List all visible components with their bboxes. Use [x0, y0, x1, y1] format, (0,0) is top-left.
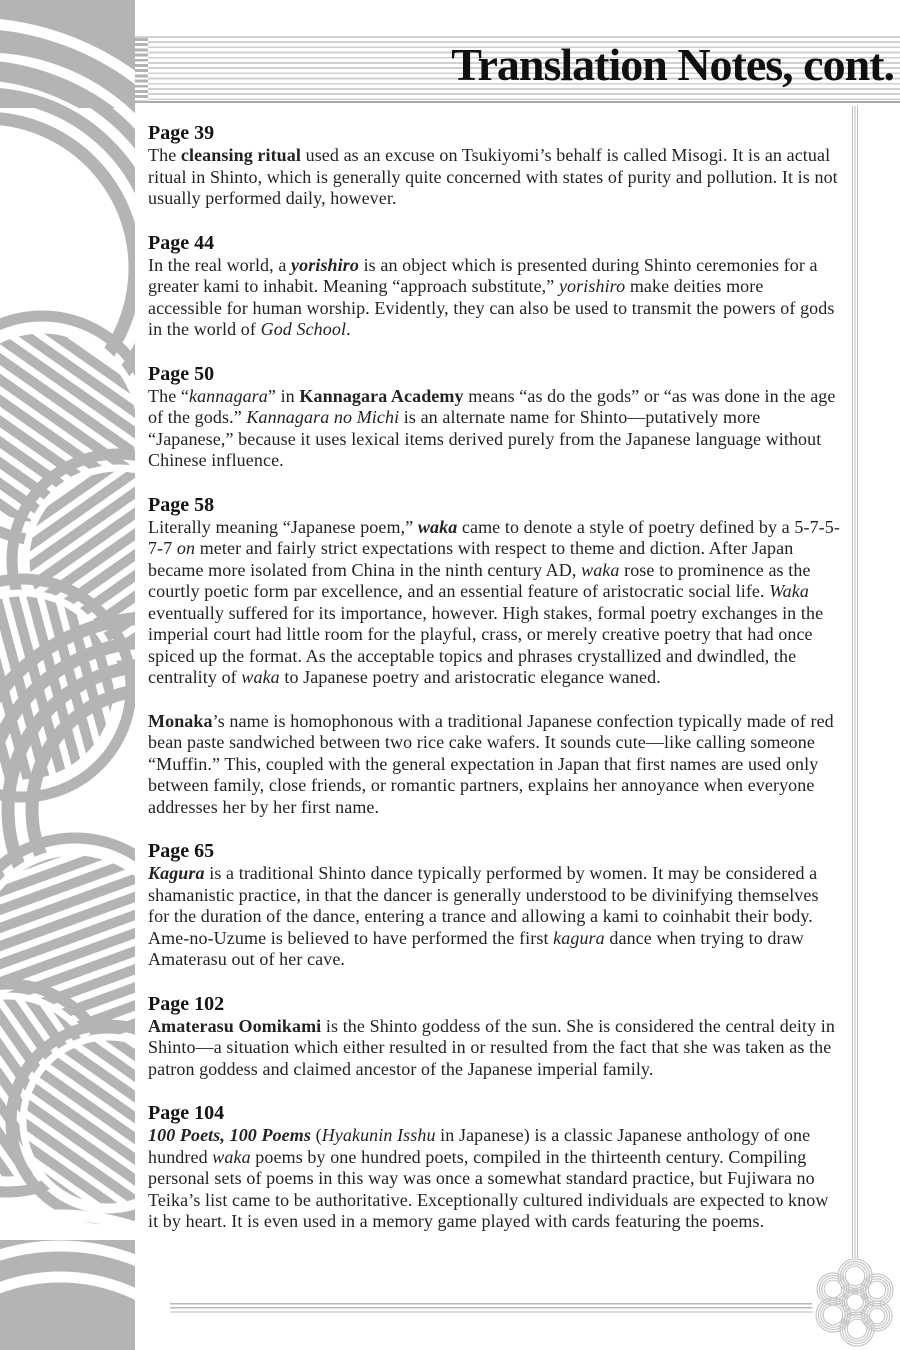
- note-section-page-104: [148, 1102, 842, 1233]
- note-section-page-65: [148, 840, 842, 971]
- section-paragraph: The “kannagara” in Kannagara Academy means “as do the gods” or “as was done in the age of the gods.” Kannagara no Michi is an alternate name for Shinto—putatively more “Japanese,” because it uses lexical items derived purely from the Japanese language without Chinese influence.: [148, 385, 836, 470]
- section-paragraph: Literally meaning “Japanese poem,” waka came to denote a style of poetry defined by a 5-7-5-7-7 on meter and fairly strict expectations with respect to theme and diction. After Japan became more isolated from China in the ninth century AD, waka rose to prominence as the courtly poetic form par excellence, and an essential feature of aristocratic social life. Waka eventually suffered for its importance, however. High stakes, formal poetry exchanges in the imperial court had little room for the playful, crass, or merely creative poetry that had once spiced up the format. As the acceptable topics and phrases crystallized and dwindled, the centrality of waka to Japanese poetry and aristocratic elegance waned.: [148, 516, 840, 687]
- section-paragraph: Monaka’s name is homophonous with a traditional Japanese confection typically made of red bean paste sandwiched between two rice cake wafers. It sounds cute—like calling someone “Muffin.” This, coupled with the general expectation in Japan that first names are used only between family, close friends, or romantic partners, explains her annoyance when everyone addresses her by her first name.: [148, 710, 834, 817]
- right-vertical-rule: [852, 106, 858, 1258]
- section-heading: Page 104: [148, 1102, 225, 1124]
- page-title: Translation Notes, cont.: [451, 39, 894, 90]
- section-heading: Page 102: [148, 992, 225, 1015]
- section-paragraph: Amaterasu Oomikami is the Shinto goddess of the sun. She is considered the central deity in Shinto—a situation which either resulted in or resulted from the fact that she was taken as the patron goddess and claimed ancestor of the Japanese imperial family.: [148, 1015, 836, 1079]
- stripe-band-cap: [135, 38, 148, 103]
- mizuhiki-knot-icon: [811, 1256, 899, 1348]
- section-paragraph: In the real world, a yorishiro is an object which is presented during Shinto ceremonies for a greater kami to inhabit. Meaning “approach substitute,” yorishiro make deities more accessible for human worship. Evidently, they can also be used to transmit the powers of gods in the world of God School.: [148, 254, 835, 339]
- section-heading: Page 50: [148, 362, 215, 385]
- note-section-page-102: [148, 993, 842, 1081]
- note-section-page-44: [148, 232, 842, 341]
- section-paragraph: The cleansing ritual used as an excuse on Tsukiyomi’s behalf is called Misogi. It is an actual ritual in Shinto, which is generally quite concerned with states of purity and pollution. It is not usually performed daily, however.: [148, 145, 838, 208]
- section-heading: Page 44: [148, 231, 215, 254]
- bottom-horizontal-rule: [170, 1303, 832, 1313]
- mizuhiki-knot-pattern-sidebar-icon: [0, 0, 135, 1350]
- note-section-page-39: [148, 122, 842, 210]
- section-heading: Page 39: [148, 122, 215, 144]
- notes-content: [148, 103, 842, 1233]
- section-heading: Page 58: [148, 493, 215, 516]
- section-paragraph: 100 Poets, 100 Poems (Hyakunin Isshu in Japanese) is a classic Japanese anthology of one hundred waka poems by one hundred poets, compiled in the thirteenth century. Compiling personal sets of poems in this way was once a somewhat standard practice, but Fujiwara no Teika’s list came to be authoritative. Exceptionally cultured individuals are expected to know it by heart. It is even used in a memory game played with cards featuring the poems.: [148, 1125, 829, 1231]
- note-section-page-50: [148, 363, 842, 472]
- section-heading: Page 65: [148, 840, 215, 862]
- note-section-page-58: [148, 494, 842, 819]
- section-paragraph: Kagura is a traditional Shinto dance typically performed by women. It may be considered a shamanistic practice, in that the dancer is generally understood to be divinifying themselves for the duration of the dance, entering a trance and allowing a kami to coinhabit their body. Ame-no-Uzume is believed to have performed the first kagura dance when trying to draw Amaterasu out of her cave.: [148, 863, 819, 969]
